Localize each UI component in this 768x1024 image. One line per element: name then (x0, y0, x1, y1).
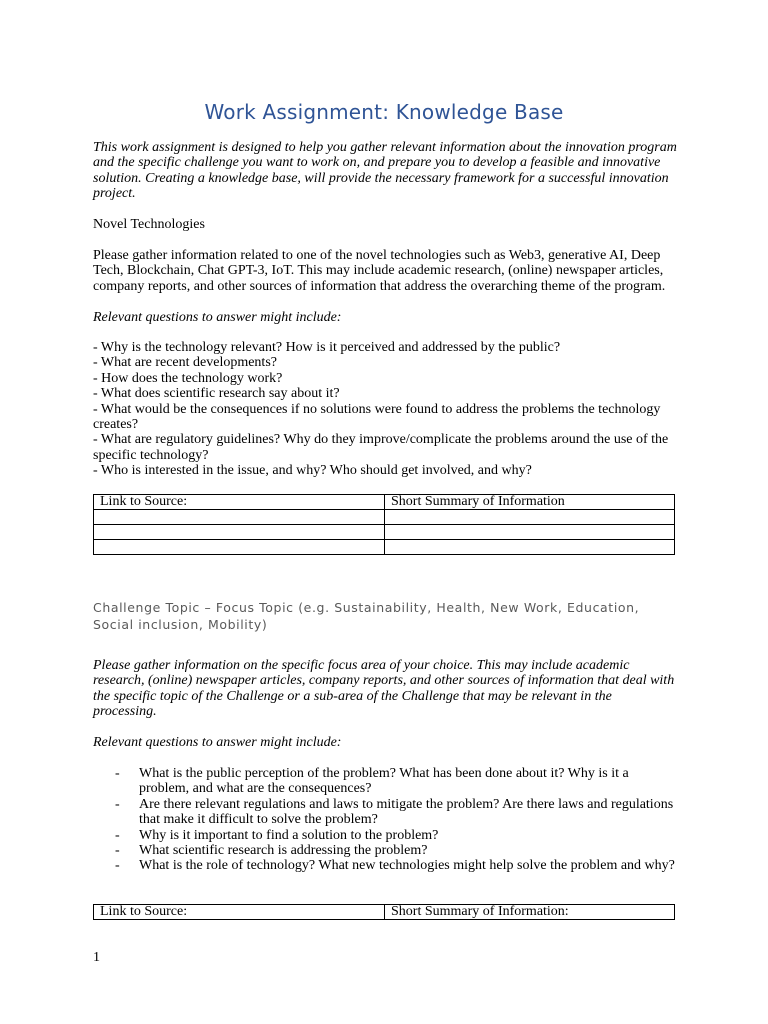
table-header-cell: Short Summary of Information: (385, 905, 675, 920)
list-item-text: Are there relevant regulations and laws to mitigate the problem? Are there laws and regulations that make it difficult to solve the problem? (139, 796, 674, 828)
section2-source-table (93, 904, 675, 920)
list-item-text: What scientific research is addressing the problem? (139, 843, 428, 859)
table-header-row (94, 495, 675, 510)
section1-body: Please gather information related to one of the novel technologies such as Web3, generative AI, Deep Tech, Blockchain, Chat GPT-3, IoT. This may include academic research, (online) newspaper articles, company reports, and other sources of information that address the overarching theme of the program. (93, 248, 666, 294)
list-item: - Who is interested in the issue, and why? Who should get involved, and why? (93, 463, 532, 479)
section2-heading: Challenge Topic – Focus Topic (e.g. Sustainability, Health, New Work, Education, Social inclusion, Mobility) (93, 600, 640, 632)
table-row (94, 525, 675, 540)
section1-heading: Novel Technologies (93, 217, 205, 232)
list-item: - What are recent developments? (93, 355, 277, 371)
list-item-text: Why is it important to find a solution to the problem? (139, 827, 439, 843)
section2-question-list (93, 766, 675, 874)
table-cell[interactable] (94, 525, 385, 540)
page-number: 1 (93, 950, 100, 965)
section1-question-list (93, 340, 678, 479)
section2-body: Please gather information on the specific focus area of your choice. This may include academic research, (online) newspaper articles, company reports, and other sources of information that deal with the specific topic of the Challenge or a sub-area of the Challenge that may be relevant in the processing. (93, 658, 675, 720)
table-cell[interactable] (385, 525, 675, 540)
list-item (93, 828, 675, 843)
table-header-cell: Short Summary of Information (385, 495, 675, 510)
list-item (93, 843, 675, 858)
list-item (93, 797, 675, 828)
list-item: - What are regulatory guidelines? Why do they improve/complicate the problems around the use of the specific technology? (93, 432, 669, 463)
list-item: - What does scientific research say about it? (93, 386, 340, 402)
table-cell[interactable] (94, 540, 385, 555)
bullet-marker: - (115, 766, 120, 781)
list-item: - What would be the consequences if no solutions were found to address the problems the technology creates? (93, 401, 661, 433)
table-header-row (94, 905, 675, 920)
section2-questions-intro: Relevant questions to answer might include: (93, 735, 342, 750)
bullet-marker: - (115, 843, 120, 859)
table-cell[interactable] (385, 540, 675, 555)
list-item (93, 858, 675, 873)
list-item: - Why is the technology relevant? How is it perceived and addressed by the public? (93, 340, 561, 355)
list-item: - How does the technology work? (93, 370, 283, 386)
bullet-marker: - (115, 796, 120, 812)
table-row (94, 540, 675, 555)
intro-paragraph: This work assignment is designed to help you gather relevant information about the innovation program and the specific challenge you want to work on, and prepare you to develop a feasible and innovative solution. Creating a knowledge base, will provide the necessary framework for a successful innovation project. (93, 140, 677, 202)
page-title: Work Assignment: Knowledge Base (204, 100, 564, 124)
list-item-text: What is the role of technology? What new technologies might help solve the problem and why? (139, 858, 675, 874)
section1-source-table (93, 494, 675, 555)
bullet-marker: - (115, 858, 120, 874)
list-item-text: What is the public perception of the problem? What has been done about it? Why is it a problem, and what are the consequences? (139, 766, 629, 797)
table-header-cell: Link to Source: (94, 495, 385, 510)
table-row (94, 510, 675, 525)
table-header-cell: Link to Source: (94, 905, 385, 920)
section1-questions-intro: Relevant questions to answer might include: (93, 310, 342, 325)
bullet-marker: - (115, 827, 120, 843)
table-cell[interactable] (94, 510, 385, 525)
table-cell[interactable] (385, 510, 675, 525)
list-item (93, 766, 675, 797)
